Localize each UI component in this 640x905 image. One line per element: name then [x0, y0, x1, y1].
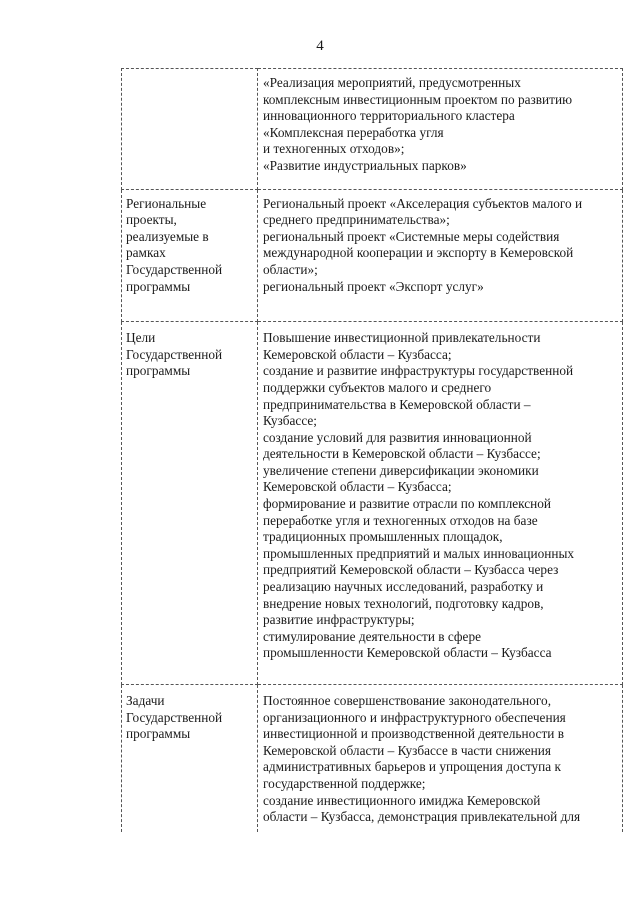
content-line: увеличение степени диверсификации экономики: [263, 462, 539, 478]
content-line: промышленных предприятий и малых инновационных: [263, 545, 575, 561]
row-label-cell: [122, 685, 258, 832]
table-row: [122, 685, 623, 832]
content-line: региональный проект «Системные меры содействия: [263, 228, 560, 244]
content-line: стимулирование деятельности в сфере: [263, 628, 481, 644]
content-line: создание инвестиционного имиджа Кемеровской: [263, 792, 541, 808]
content-line: предпринимательства в Кемеровской области –: [263, 396, 531, 412]
label-line: программы: [126, 726, 191, 742]
label-line: рамках: [126, 245, 166, 261]
content-line: международной кооперации и экспорту в Кемеровской: [263, 245, 574, 261]
label-line: проекты,: [126, 212, 177, 228]
label-line: Государственной: [126, 261, 223, 277]
content-line: «Развитие индустриальных парков»: [263, 157, 467, 173]
content-line: организационного и инфраструктурного обеспечения: [263, 709, 566, 725]
label-line: Государственной: [126, 346, 223, 362]
content-line: комплексным инвестиционным проектом по развитию: [263, 91, 573, 107]
content-line: промышленности Кемеровской области – Кузбасса: [263, 645, 552, 661]
label-line: Региональные: [126, 195, 207, 211]
content-line: Кемеровской области – Кузбасса;: [263, 346, 452, 362]
content-line: «Комплексная переработка угля: [263, 124, 444, 140]
row-content-cell: [258, 189, 623, 322]
content-line: формирование и развитие отрасли по комплексной: [263, 496, 552, 512]
content-line: инвестиционной и производственной деятельности в: [263, 726, 564, 742]
content-line: Кемеровской области – Кузбассе в части снижения: [263, 742, 551, 758]
table-row: [122, 322, 623, 685]
content-line: области»;: [263, 261, 318, 277]
label-line: реализуемые в: [126, 228, 209, 244]
content-line: реализацию научных исследований, разработку и: [263, 579, 544, 595]
content-line: региональный проект «Экспорт услуг»: [263, 278, 484, 294]
content-line: создание условий для развития инновационной: [263, 429, 532, 445]
content-line: Постоянное совершенствование законодательного,: [263, 693, 552, 708]
content-line: Кузбассе;: [263, 413, 317, 429]
row-label-cell: [122, 189, 258, 322]
content-line: развитие инфраструктуры;: [263, 612, 415, 628]
row-content-cell: [258, 685, 623, 832]
content-line: Повышение инвестиционной привлекательности: [263, 330, 541, 346]
label-line: программы: [126, 278, 191, 294]
label-line: программы: [126, 363, 191, 379]
label-line: Государственной: [126, 709, 223, 725]
passport-table: [121, 68, 623, 832]
content-line: инновационного территориального кластера: [263, 108, 515, 124]
table-row: [122, 189, 623, 322]
content-line: поддержки субъектов малого и среднего: [263, 379, 492, 395]
content-line: предприятий Кемеровской области – Кузбасса через: [263, 562, 559, 578]
row-label-cell: [122, 69, 258, 190]
content-line: Кемеровской области – Кузбасса;: [263, 479, 452, 495]
content-line: переработке угля и техногенных отходов на базе: [263, 512, 538, 528]
content-line: создание и развитие инфраструктуры государственной: [263, 363, 574, 379]
content-line: деятельности в Кемеровской области – Кузбассе;: [263, 446, 541, 462]
table-row: [122, 69, 623, 190]
content-line: административных барьеров и упрощения доступа к: [263, 759, 561, 775]
content-line: Региональный проект «Акселерация субъектов малого и: [263, 195, 583, 211]
content-line: внедрение новых технологий, подготовку кадров,: [263, 595, 544, 611]
content-line: области – Кузбасса, демонстрация привлекательной для: [263, 809, 581, 825]
content-line: «Реализация мероприятий, предусмотренных: [263, 75, 521, 90]
content-line: и техногенных отходов»;: [263, 141, 405, 157]
page-number: 4: [316, 38, 324, 54]
label-line: Задачи: [126, 693, 165, 708]
row-content-cell: [258, 322, 623, 685]
content-line: среднего предпринимательства»;: [263, 212, 450, 228]
content-line: государственной поддержке;: [263, 775, 426, 791]
row-content-cell: [258, 69, 623, 190]
label-line: Цели: [126, 330, 156, 346]
row-label-cell: [122, 322, 258, 685]
content-line: традиционных промышленных площадок,: [263, 529, 503, 545]
